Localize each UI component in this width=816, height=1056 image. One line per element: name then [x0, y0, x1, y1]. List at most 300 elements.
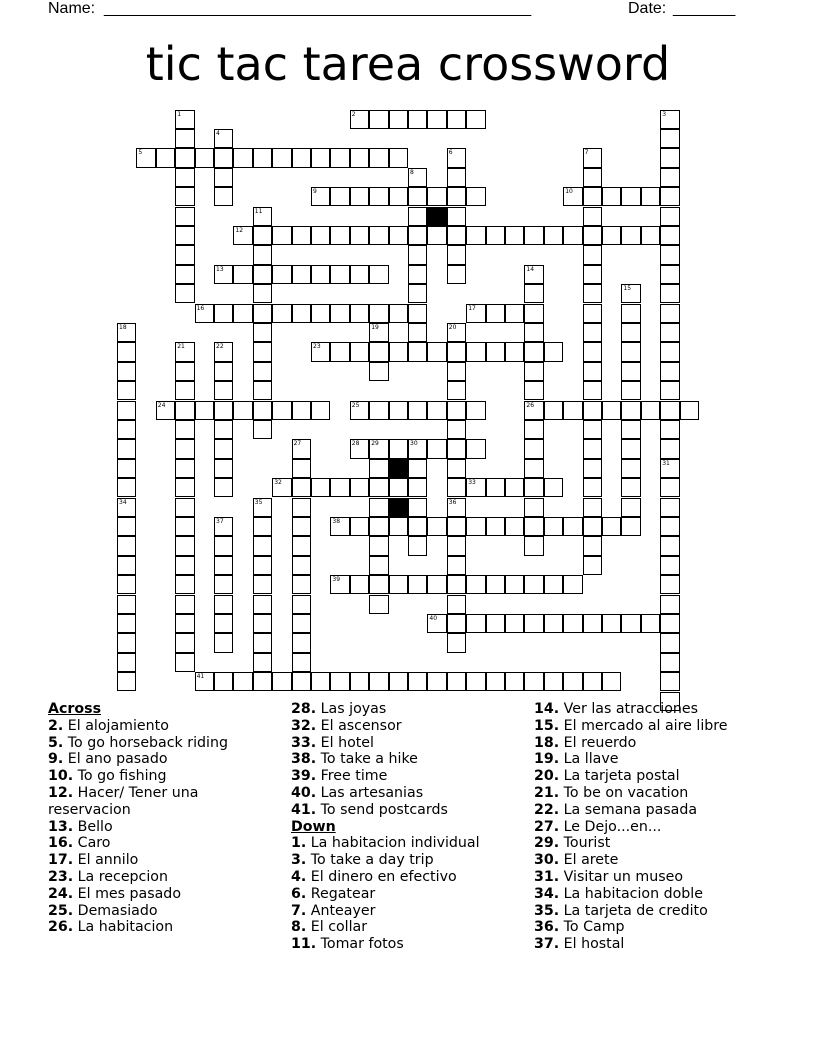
- grid-cell[interactable]: [583, 556, 602, 575]
- grid-cell[interactable]: [563, 575, 582, 594]
- grid-cell[interactable]: [621, 284, 640, 303]
- grid-cell[interactable]: [214, 459, 233, 478]
- grid-cell[interactable]: [350, 478, 369, 497]
- grid-cell[interactable]: [369, 187, 388, 206]
- grid-cell[interactable]: [466, 187, 485, 206]
- grid-cell[interactable]: [505, 672, 524, 691]
- grid-cell[interactable]: [117, 459, 136, 478]
- grid-cell[interactable]: [583, 284, 602, 303]
- grid-cell[interactable]: [330, 304, 349, 323]
- grid-cell[interactable]: [621, 517, 640, 536]
- grid-cell[interactable]: [117, 595, 136, 614]
- grid-cell[interactable]: [447, 575, 466, 594]
- grid-cell[interactable]: [330, 672, 349, 691]
- grid-cell[interactable]: [175, 633, 194, 652]
- grid-cell[interactable]: [175, 110, 194, 129]
- grid-cell[interactable]: [427, 226, 446, 245]
- grid-cell[interactable]: [195, 304, 214, 323]
- grid-cell[interactable]: [175, 536, 194, 555]
- grid-cell[interactable]: [253, 362, 272, 381]
- grid-cell[interactable]: [408, 110, 427, 129]
- grid-cell[interactable]: [466, 401, 485, 420]
- grid-cell[interactable]: [253, 381, 272, 400]
- grid-cell[interactable]: [524, 478, 543, 497]
- grid-cell[interactable]: [292, 304, 311, 323]
- grid-cell[interactable]: [233, 148, 252, 167]
- grid-cell[interactable]: [214, 420, 233, 439]
- grid-cell[interactable]: [253, 653, 272, 672]
- grid-cell[interactable]: [427, 439, 446, 458]
- grid-cell[interactable]: [272, 304, 291, 323]
- grid-cell[interactable]: [253, 226, 272, 245]
- grid-cell[interactable]: [621, 614, 640, 633]
- grid-cell[interactable]: [505, 304, 524, 323]
- grid-cell[interactable]: [486, 575, 505, 594]
- grid-cell[interactable]: [427, 342, 446, 361]
- grid-cell[interactable]: [369, 304, 388, 323]
- grid-cell[interactable]: [563, 401, 582, 420]
- grid-cell[interactable]: [311, 187, 330, 206]
- grid-cell[interactable]: [389, 226, 408, 245]
- grid-cell[interactable]: [641, 187, 660, 206]
- grid-cell[interactable]: [369, 362, 388, 381]
- grid-cell[interactable]: [408, 672, 427, 691]
- grid-cell[interactable]: [214, 633, 233, 652]
- grid-cell[interactable]: [660, 653, 679, 672]
- grid-cell[interactable]: [660, 556, 679, 575]
- grid-cell[interactable]: [253, 342, 272, 361]
- grid-cell[interactable]: [524, 498, 543, 517]
- grid-cell[interactable]: [583, 148, 602, 167]
- grid-cell[interactable]: [214, 381, 233, 400]
- grid-cell[interactable]: [466, 517, 485, 536]
- grid-cell[interactable]: [369, 672, 388, 691]
- grid-cell[interactable]: [214, 304, 233, 323]
- grid-cell[interactable]: [389, 110, 408, 129]
- grid-cell[interactable]: [524, 362, 543, 381]
- grid-cell[interactable]: [486, 614, 505, 633]
- grid-cell[interactable]: [408, 536, 427, 555]
- grid-cell[interactable]: [292, 575, 311, 594]
- grid-cell[interactable]: [447, 595, 466, 614]
- grid-cell[interactable]: [641, 226, 660, 245]
- grid-cell[interactable]: [175, 129, 194, 148]
- grid-cell[interactable]: [660, 672, 679, 691]
- grid-cell[interactable]: [660, 498, 679, 517]
- grid-cell[interactable]: [292, 614, 311, 633]
- grid-cell[interactable]: [583, 245, 602, 264]
- grid-cell[interactable]: [660, 187, 679, 206]
- grid-cell[interactable]: [272, 672, 291, 691]
- grid-cell[interactable]: [175, 653, 194, 672]
- grid-cell[interactable]: [621, 342, 640, 361]
- grid-cell[interactable]: [389, 439, 408, 458]
- grid-cell[interactable]: [214, 517, 233, 536]
- grid-cell[interactable]: [466, 575, 485, 594]
- grid-cell[interactable]: [660, 362, 679, 381]
- grid-cell[interactable]: [524, 575, 543, 594]
- grid-cell[interactable]: [350, 517, 369, 536]
- grid-cell[interactable]: [330, 265, 349, 284]
- grid-cell[interactable]: [447, 556, 466, 575]
- grid-cell[interactable]: [292, 517, 311, 536]
- grid-cell[interactable]: [408, 265, 427, 284]
- grid-cell[interactable]: [175, 420, 194, 439]
- grid-cell[interactable]: [369, 226, 388, 245]
- grid-cell[interactable]: [563, 187, 582, 206]
- grid-cell[interactable]: [272, 226, 291, 245]
- grid-cell[interactable]: [350, 187, 369, 206]
- grid-cell[interactable]: [117, 381, 136, 400]
- grid-cell[interactable]: [524, 439, 543, 458]
- grid-cell[interactable]: [233, 226, 252, 245]
- grid-cell[interactable]: [524, 614, 543, 633]
- grid-cell[interactable]: [175, 148, 194, 167]
- grid-cell[interactable]: [389, 401, 408, 420]
- grid-cell[interactable]: [408, 207, 427, 226]
- grid-cell[interactable]: [292, 148, 311, 167]
- grid-cell[interactable]: [311, 226, 330, 245]
- grid-cell[interactable]: [505, 575, 524, 594]
- grid-cell[interactable]: [621, 323, 640, 342]
- grid-cell[interactable]: [136, 148, 155, 167]
- grid-cell[interactable]: [292, 478, 311, 497]
- grid-cell[interactable]: [602, 614, 621, 633]
- grid-cell[interactable]: [524, 536, 543, 555]
- grid-cell[interactable]: [427, 614, 446, 633]
- grid-cell[interactable]: [544, 226, 563, 245]
- grid-cell[interactable]: [369, 110, 388, 129]
- grid-cell[interactable]: [117, 401, 136, 420]
- grid-cell[interactable]: [427, 517, 446, 536]
- grid-cell[interactable]: [544, 342, 563, 361]
- grid-cell[interactable]: [350, 110, 369, 129]
- grid-cell[interactable]: [660, 342, 679, 361]
- grid-cell[interactable]: [583, 168, 602, 187]
- grid-cell[interactable]: [447, 110, 466, 129]
- grid-cell[interactable]: [621, 187, 640, 206]
- grid-cell[interactable]: [117, 653, 136, 672]
- grid-cell[interactable]: [641, 614, 660, 633]
- grid-cell[interactable]: [583, 342, 602, 361]
- grid-cell[interactable]: [447, 362, 466, 381]
- grid-cell[interactable]: [311, 304, 330, 323]
- grid-cell[interactable]: [660, 575, 679, 594]
- grid-cell[interactable]: [253, 556, 272, 575]
- grid-cell[interactable]: [350, 342, 369, 361]
- grid-cell[interactable]: [621, 226, 640, 245]
- grid-cell[interactable]: [524, 323, 543, 342]
- grid-cell[interactable]: [253, 633, 272, 652]
- grid-cell[interactable]: [447, 323, 466, 342]
- grid-cell[interactable]: [660, 148, 679, 167]
- grid-cell[interactable]: [427, 401, 446, 420]
- grid-cell[interactable]: [660, 401, 679, 420]
- grid-cell[interactable]: [660, 129, 679, 148]
- grid-cell[interactable]: [369, 459, 388, 478]
- grid-cell[interactable]: [524, 517, 543, 536]
- grid-cell[interactable]: [175, 187, 194, 206]
- grid-cell[interactable]: [175, 226, 194, 245]
- grid-cell[interactable]: [524, 342, 543, 361]
- grid-cell[interactable]: [117, 517, 136, 536]
- grid-cell[interactable]: [175, 439, 194, 458]
- grid-cell[interactable]: [544, 672, 563, 691]
- grid-cell[interactable]: [369, 536, 388, 555]
- grid-cell[interactable]: [292, 265, 311, 284]
- grid-cell[interactable]: [233, 672, 252, 691]
- grid-cell[interactable]: [447, 498, 466, 517]
- grid-cell[interactable]: [583, 517, 602, 536]
- grid-cell[interactable]: [660, 459, 679, 478]
- grid-cell[interactable]: [583, 439, 602, 458]
- grid-cell[interactable]: [602, 517, 621, 536]
- grid-cell[interactable]: [214, 478, 233, 497]
- grid-cell[interactable]: [253, 304, 272, 323]
- grid-cell[interactable]: [311, 478, 330, 497]
- grid-cell[interactable]: [447, 536, 466, 555]
- grid-cell[interactable]: [292, 226, 311, 245]
- grid-cell[interactable]: [660, 536, 679, 555]
- grid-cell[interactable]: [311, 401, 330, 420]
- grid-cell[interactable]: [292, 595, 311, 614]
- grid-cell[interactable]: [505, 517, 524, 536]
- grid-cell[interactable]: [524, 226, 543, 245]
- grid-cell[interactable]: [660, 168, 679, 187]
- grid-cell[interactable]: [117, 498, 136, 517]
- grid-cell[interactable]: [621, 401, 640, 420]
- grid-cell[interactable]: [621, 381, 640, 400]
- grid-cell[interactable]: [621, 304, 640, 323]
- grid-cell[interactable]: [369, 401, 388, 420]
- grid-cell[interactable]: [408, 439, 427, 458]
- grid-cell[interactable]: [292, 401, 311, 420]
- grid-cell[interactable]: [660, 381, 679, 400]
- grid-cell[interactable]: [563, 226, 582, 245]
- grid-cell[interactable]: [486, 226, 505, 245]
- grid-cell[interactable]: [447, 342, 466, 361]
- grid-cell[interactable]: [660, 207, 679, 226]
- grid-cell[interactable]: [195, 672, 214, 691]
- grid-cell[interactable]: [311, 342, 330, 361]
- grid-cell[interactable]: [175, 478, 194, 497]
- grid-cell[interactable]: [272, 265, 291, 284]
- grid-cell[interactable]: [330, 187, 349, 206]
- grid-cell[interactable]: [466, 439, 485, 458]
- grid-cell[interactable]: [486, 342, 505, 361]
- grid-cell[interactable]: [117, 536, 136, 555]
- grid-cell[interactable]: [369, 478, 388, 497]
- grid-cell[interactable]: [660, 265, 679, 284]
- grid-cell[interactable]: [350, 304, 369, 323]
- grid-cell[interactable]: [447, 401, 466, 420]
- grid-cell[interactable]: [330, 478, 349, 497]
- grid-cell[interactable]: [311, 148, 330, 167]
- grid-cell[interactable]: [214, 439, 233, 458]
- grid-cell[interactable]: [389, 478, 408, 497]
- grid-cell[interactable]: [369, 342, 388, 361]
- grid-cell[interactable]: [544, 575, 563, 594]
- grid-cell[interactable]: [156, 148, 175, 167]
- grid-cell[interactable]: [408, 323, 427, 342]
- grid-cell[interactable]: [214, 595, 233, 614]
- grid-cell[interactable]: [447, 478, 466, 497]
- grid-cell[interactable]: [117, 556, 136, 575]
- grid-cell[interactable]: [408, 498, 427, 517]
- grid-cell[interactable]: [214, 362, 233, 381]
- grid-cell[interactable]: [486, 304, 505, 323]
- grid-cell[interactable]: [389, 575, 408, 594]
- grid-cell[interactable]: [253, 614, 272, 633]
- grid-cell[interactable]: [660, 284, 679, 303]
- grid-cell[interactable]: [486, 478, 505, 497]
- grid-cell[interactable]: [524, 381, 543, 400]
- grid-cell[interactable]: [117, 342, 136, 361]
- grid-cell[interactable]: [292, 459, 311, 478]
- grid-cell[interactable]: [447, 672, 466, 691]
- grid-cell[interactable]: [447, 226, 466, 245]
- grid-cell[interactable]: [214, 148, 233, 167]
- grid-cell[interactable]: [583, 536, 602, 555]
- grid-cell[interactable]: [544, 614, 563, 633]
- grid-cell[interactable]: [524, 284, 543, 303]
- grid-cell[interactable]: [330, 226, 349, 245]
- grid-cell[interactable]: [447, 207, 466, 226]
- grid-cell[interactable]: [389, 148, 408, 167]
- grid-cell[interactable]: [583, 478, 602, 497]
- grid-cell[interactable]: [427, 187, 446, 206]
- grid-cell[interactable]: [292, 536, 311, 555]
- grid-cell[interactable]: [330, 517, 349, 536]
- grid-cell[interactable]: [447, 148, 466, 167]
- grid-cell[interactable]: [447, 187, 466, 206]
- grid-cell[interactable]: [505, 478, 524, 497]
- grid-cell[interactable]: [292, 653, 311, 672]
- grid-cell[interactable]: [602, 672, 621, 691]
- grid-cell[interactable]: [292, 498, 311, 517]
- grid-cell[interactable]: [253, 517, 272, 536]
- grid-cell[interactable]: [602, 187, 621, 206]
- grid-cell[interactable]: [117, 672, 136, 691]
- grid-cell[interactable]: [272, 148, 291, 167]
- grid-cell[interactable]: [408, 342, 427, 361]
- grid-cell[interactable]: [369, 323, 388, 342]
- grid-cell[interactable]: [214, 342, 233, 361]
- grid-cell[interactable]: [583, 420, 602, 439]
- grid-cell[interactable]: [175, 245, 194, 264]
- grid-cell[interactable]: [253, 536, 272, 555]
- grid-cell[interactable]: [660, 110, 679, 129]
- grid-cell[interactable]: [233, 401, 252, 420]
- grid-cell[interactable]: [175, 265, 194, 284]
- grid-cell[interactable]: [427, 110, 446, 129]
- grid-cell[interactable]: [447, 517, 466, 536]
- grid-cell[interactable]: [369, 595, 388, 614]
- grid-cell[interactable]: [660, 420, 679, 439]
- grid-cell[interactable]: [583, 207, 602, 226]
- grid-cell[interactable]: [544, 478, 563, 497]
- grid-cell[interactable]: [350, 226, 369, 245]
- grid-cell[interactable]: [253, 420, 272, 439]
- grid-cell[interactable]: [408, 304, 427, 323]
- grid-cell[interactable]: [583, 265, 602, 284]
- grid-cell[interactable]: [117, 575, 136, 594]
- grid-cell[interactable]: [350, 575, 369, 594]
- grid-cell[interactable]: [427, 672, 446, 691]
- grid-cell[interactable]: [253, 207, 272, 226]
- grid-cell[interactable]: [621, 439, 640, 458]
- grid-cell[interactable]: [369, 148, 388, 167]
- grid-cell[interactable]: [447, 245, 466, 264]
- grid-cell[interactable]: [175, 556, 194, 575]
- grid-cell[interactable]: [233, 265, 252, 284]
- grid-cell[interactable]: [583, 226, 602, 245]
- grid-cell[interactable]: [195, 401, 214, 420]
- grid-cell[interactable]: [369, 265, 388, 284]
- grid-cell[interactable]: [330, 342, 349, 361]
- grid-cell[interactable]: [214, 168, 233, 187]
- grid-cell[interactable]: [214, 672, 233, 691]
- grid-cell[interactable]: [292, 633, 311, 652]
- grid-cell[interactable]: [660, 614, 679, 633]
- grid-cell[interactable]: [621, 498, 640, 517]
- grid-cell[interactable]: [602, 401, 621, 420]
- grid-cell[interactable]: [292, 672, 311, 691]
- grid-cell[interactable]: [253, 575, 272, 594]
- grid-cell[interactable]: [389, 187, 408, 206]
- grid-cell[interactable]: [408, 284, 427, 303]
- grid-cell[interactable]: [563, 614, 582, 633]
- grid-cell[interactable]: [233, 304, 252, 323]
- grid-cell[interactable]: [466, 672, 485, 691]
- grid-cell[interactable]: [272, 401, 291, 420]
- grid-cell[interactable]: [214, 129, 233, 148]
- grid-cell[interactable]: [486, 517, 505, 536]
- grid-cell[interactable]: [369, 498, 388, 517]
- grid-cell[interactable]: [214, 265, 233, 284]
- grid-cell[interactable]: [175, 614, 194, 633]
- grid-cell[interactable]: [447, 381, 466, 400]
- grid-cell[interactable]: [524, 459, 543, 478]
- grid-cell[interactable]: [253, 265, 272, 284]
- grid-cell[interactable]: [369, 517, 388, 536]
- grid-cell[interactable]: [524, 420, 543, 439]
- grid-cell[interactable]: [389, 304, 408, 323]
- grid-cell[interactable]: [117, 323, 136, 342]
- grid-cell[interactable]: [156, 401, 175, 420]
- grid-cell[interactable]: [602, 226, 621, 245]
- grid-cell[interactable]: [524, 672, 543, 691]
- grid-cell[interactable]: [350, 439, 369, 458]
- grid-cell[interactable]: [680, 401, 699, 420]
- grid-cell[interactable]: [563, 517, 582, 536]
- grid-cell[interactable]: [389, 672, 408, 691]
- grid-cell[interactable]: [466, 342, 485, 361]
- grid-cell[interactable]: [195, 148, 214, 167]
- grid-cell[interactable]: [660, 439, 679, 458]
- grid-cell[interactable]: [175, 207, 194, 226]
- grid-cell[interactable]: [369, 575, 388, 594]
- grid-cell[interactable]: [408, 517, 427, 536]
- grid-cell[interactable]: [408, 226, 427, 245]
- grid-cell[interactable]: [253, 323, 272, 342]
- grid-cell[interactable]: [350, 148, 369, 167]
- grid-cell[interactable]: [175, 362, 194, 381]
- grid-cell[interactable]: [660, 595, 679, 614]
- grid-cell[interactable]: [563, 672, 582, 691]
- grid-cell[interactable]: [524, 401, 543, 420]
- grid-cell[interactable]: [175, 401, 194, 420]
